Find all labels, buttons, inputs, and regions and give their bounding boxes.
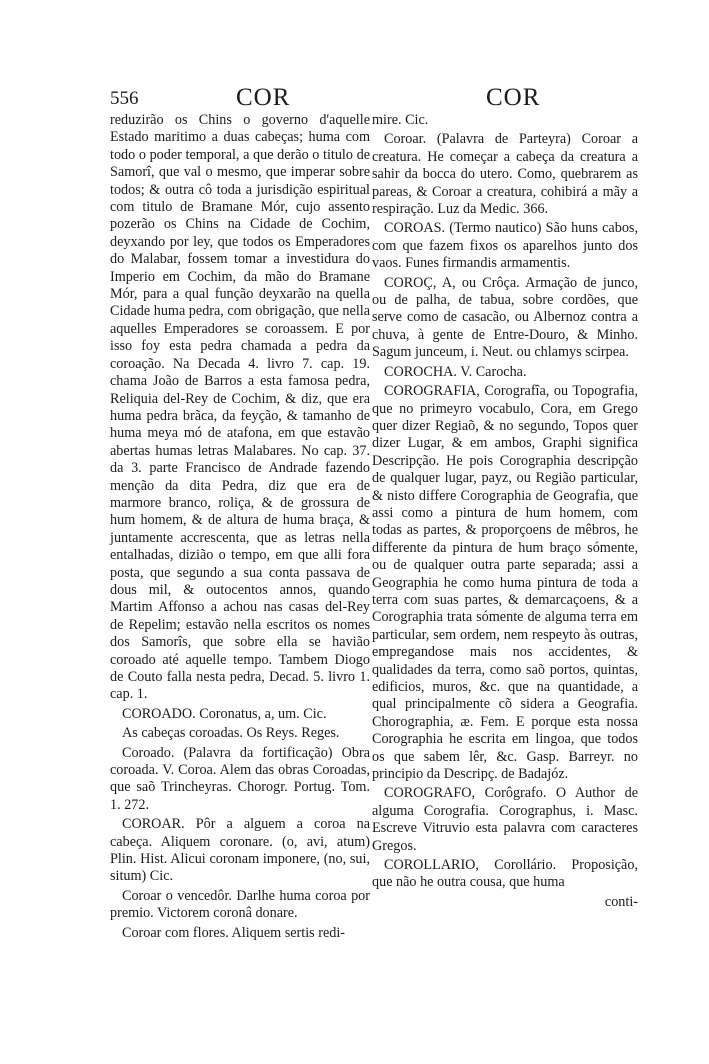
entry-coroas: COROAS. (Termo nautico) São huns cabos, com que fazem fixos os aparelhos junto dos vaos. Funes firmandis armamentis.: [372, 220, 638, 272]
entry-corografo: COROGRAFO, Corôgrafo. O Author de alguma Corografia. Corographus, i. Masc. Escreve Vitruvio esta palavra com caracteres Gregos.: [372, 785, 638, 854]
entry-coroar-vencedor: Coroar o vencedôr. Darlhe huma coroa por premio. Victorem coronâ donare.: [110, 887, 370, 922]
entry-corollario: COROLLARIO, Corollário. Proposição, que não he outra cousa, que huma: [372, 857, 638, 891]
entry-coroar: COROAR. Pôr a alguem a coroa na cabeça. Aliquem coronare. (o, avi, atum) Plin. Hist. Alicui coronam imponere, (no, sui, situm) Cic.: [110, 816, 370, 885]
catchword: conti-: [604, 893, 638, 910]
left-running-title: COR: [236, 84, 291, 111]
right-column: [372, 112, 638, 913]
entry-coroar-parteyra: Coroar. (Palavra de Parteyra) Coroar a creatura. He começar a cabeça da creatura a sahir da bocca do utero. Como, quebrarem as pareas, & Coroar a creatura, cohibirá a mãy a respiração. Luz da Medic. 366.: [372, 131, 638, 218]
entry-continuation: reduzirão os Chins o governo d'aquelle Estado maritimo a duas cabeças; huma com todo o poder temporal, a que derão o titulo de Samorî, que val o mesmo, que imperar sobre todos; & outra cô toda a jurisdição espiritual com titulo de Bramane Mór, cujo assento pozerão os Chins na Cidade de Cochim, deyxando por ley, que todos os Emperadores do Malabar, fossem tomar a investidura do Imperio em Cochim, da mão do Bramane Mór, para a qual função deyxarão na quella Cidade huma pedra, com obrigação, que nella aquelles Emperadores se coroassem. E por isso foy esta pedra chamada a pedra da coroação. Na Decada 4. livro 7. cap. 19. chama João de Barros a esta famosa pedra, Reliquia del-Rey de Cochim, & diz, que era huma pedra brãca, da feyção, & tamanho de huma meya mó de atafona, em que estavão abertas humas letras Malabares. No cap. 37. da 3. parte Francisco de Andrade fazendo menção da dita Pedra, diz que era de marmore branco, roliça, & de grossura de hum homem, & de altura de huma braça, & juntamente accrescenta, que as letras nella entalhadas, dizião o tempo, em que alli fora posta, que segundo a sua conta passava de dous mil, & outocentos annos, quando Martim Affonso a achou nas casas del-Rey de Repelim; estavão nella escritos os nomes dos Samorîs, que sobre ella se havião coroado até aquelle tempo. Tambem Diogo de Couto falla nesta pedra, Decad. 5. livro 1. cap. 1.: [110, 112, 371, 703]
page-number: 556: [110, 88, 139, 109]
entry-coroca: COROÇ, A, ou Crôça. Armação de junco, ou de palha, de tabua, sobre cordões, que serve como de casacão, ou Albernoz contra a chuva, à gente de Entre-Douro, & Minho. Sagum junceum, i. Neut. ou chlamys scirpea.: [372, 274, 638, 361]
entry-coroado-fortificacao: Coroado. (Palavra da fortificação) Obra coroada. V. Coroa. Alem das obras Coroadas, que saõ Trincheyras. Chorogr. Portug. Tom. 1. 272.: [110, 744, 370, 813]
entry-corografia: COROGRAFIA, Corografîa, ou Topografia, que no primeyro vocabulo, Cora, em Grego quer dizer Regiaõ, & no segundo, Topos quer dizer Lugar, & em ambos, Graphi significa Descripção. He pois Corographia descripção de qualquer lugar, payz, ou Região particular, & nisto differe Corographia de Geografia, que assi como a pintura de hum homem, com todas as partes, & proporçoens de mêbros, he differente da pintura de hum braço sómente, ou de qualquer outra parte separada; assi a Geographia he como huma pintura de toda a terra com suas partes, & demarcaçoens, & a Corographia trata sómente de alguma terra em particular, sem ordem, nem respeyto às outras, empregandose mais nos accidentes, & qualidades da terra, como saõ portos, quintas, edificios, muros, &c. que na quantidade, a qual principalmente cõ sidera a Geografia. Chorographia, æ. Fem. E porque esta nossa Corographia he escrita em lingoa, que todos os que sabem lêr, &c. Gasp. Barreyr. no principio da Descripç. de Badajóz.: [372, 383, 638, 783]
right-running-title: COR: [486, 84, 541, 111]
left-column: [110, 112, 370, 944]
entry-corocha: COROCHA. V. Carocha.: [384, 363, 527, 380]
entry-coroado: COROADO. Coronatus, a, um. Cic.: [122, 705, 327, 722]
entry-cabecas-coroadas: As cabeças coroadas. Os Reys. Reges.: [122, 725, 340, 742]
entry-continuation-right: mire. Cic.: [372, 112, 429, 128]
entry-coroar-flores: Coroar com flores. Aliquem sertis redi-: [122, 924, 346, 941]
